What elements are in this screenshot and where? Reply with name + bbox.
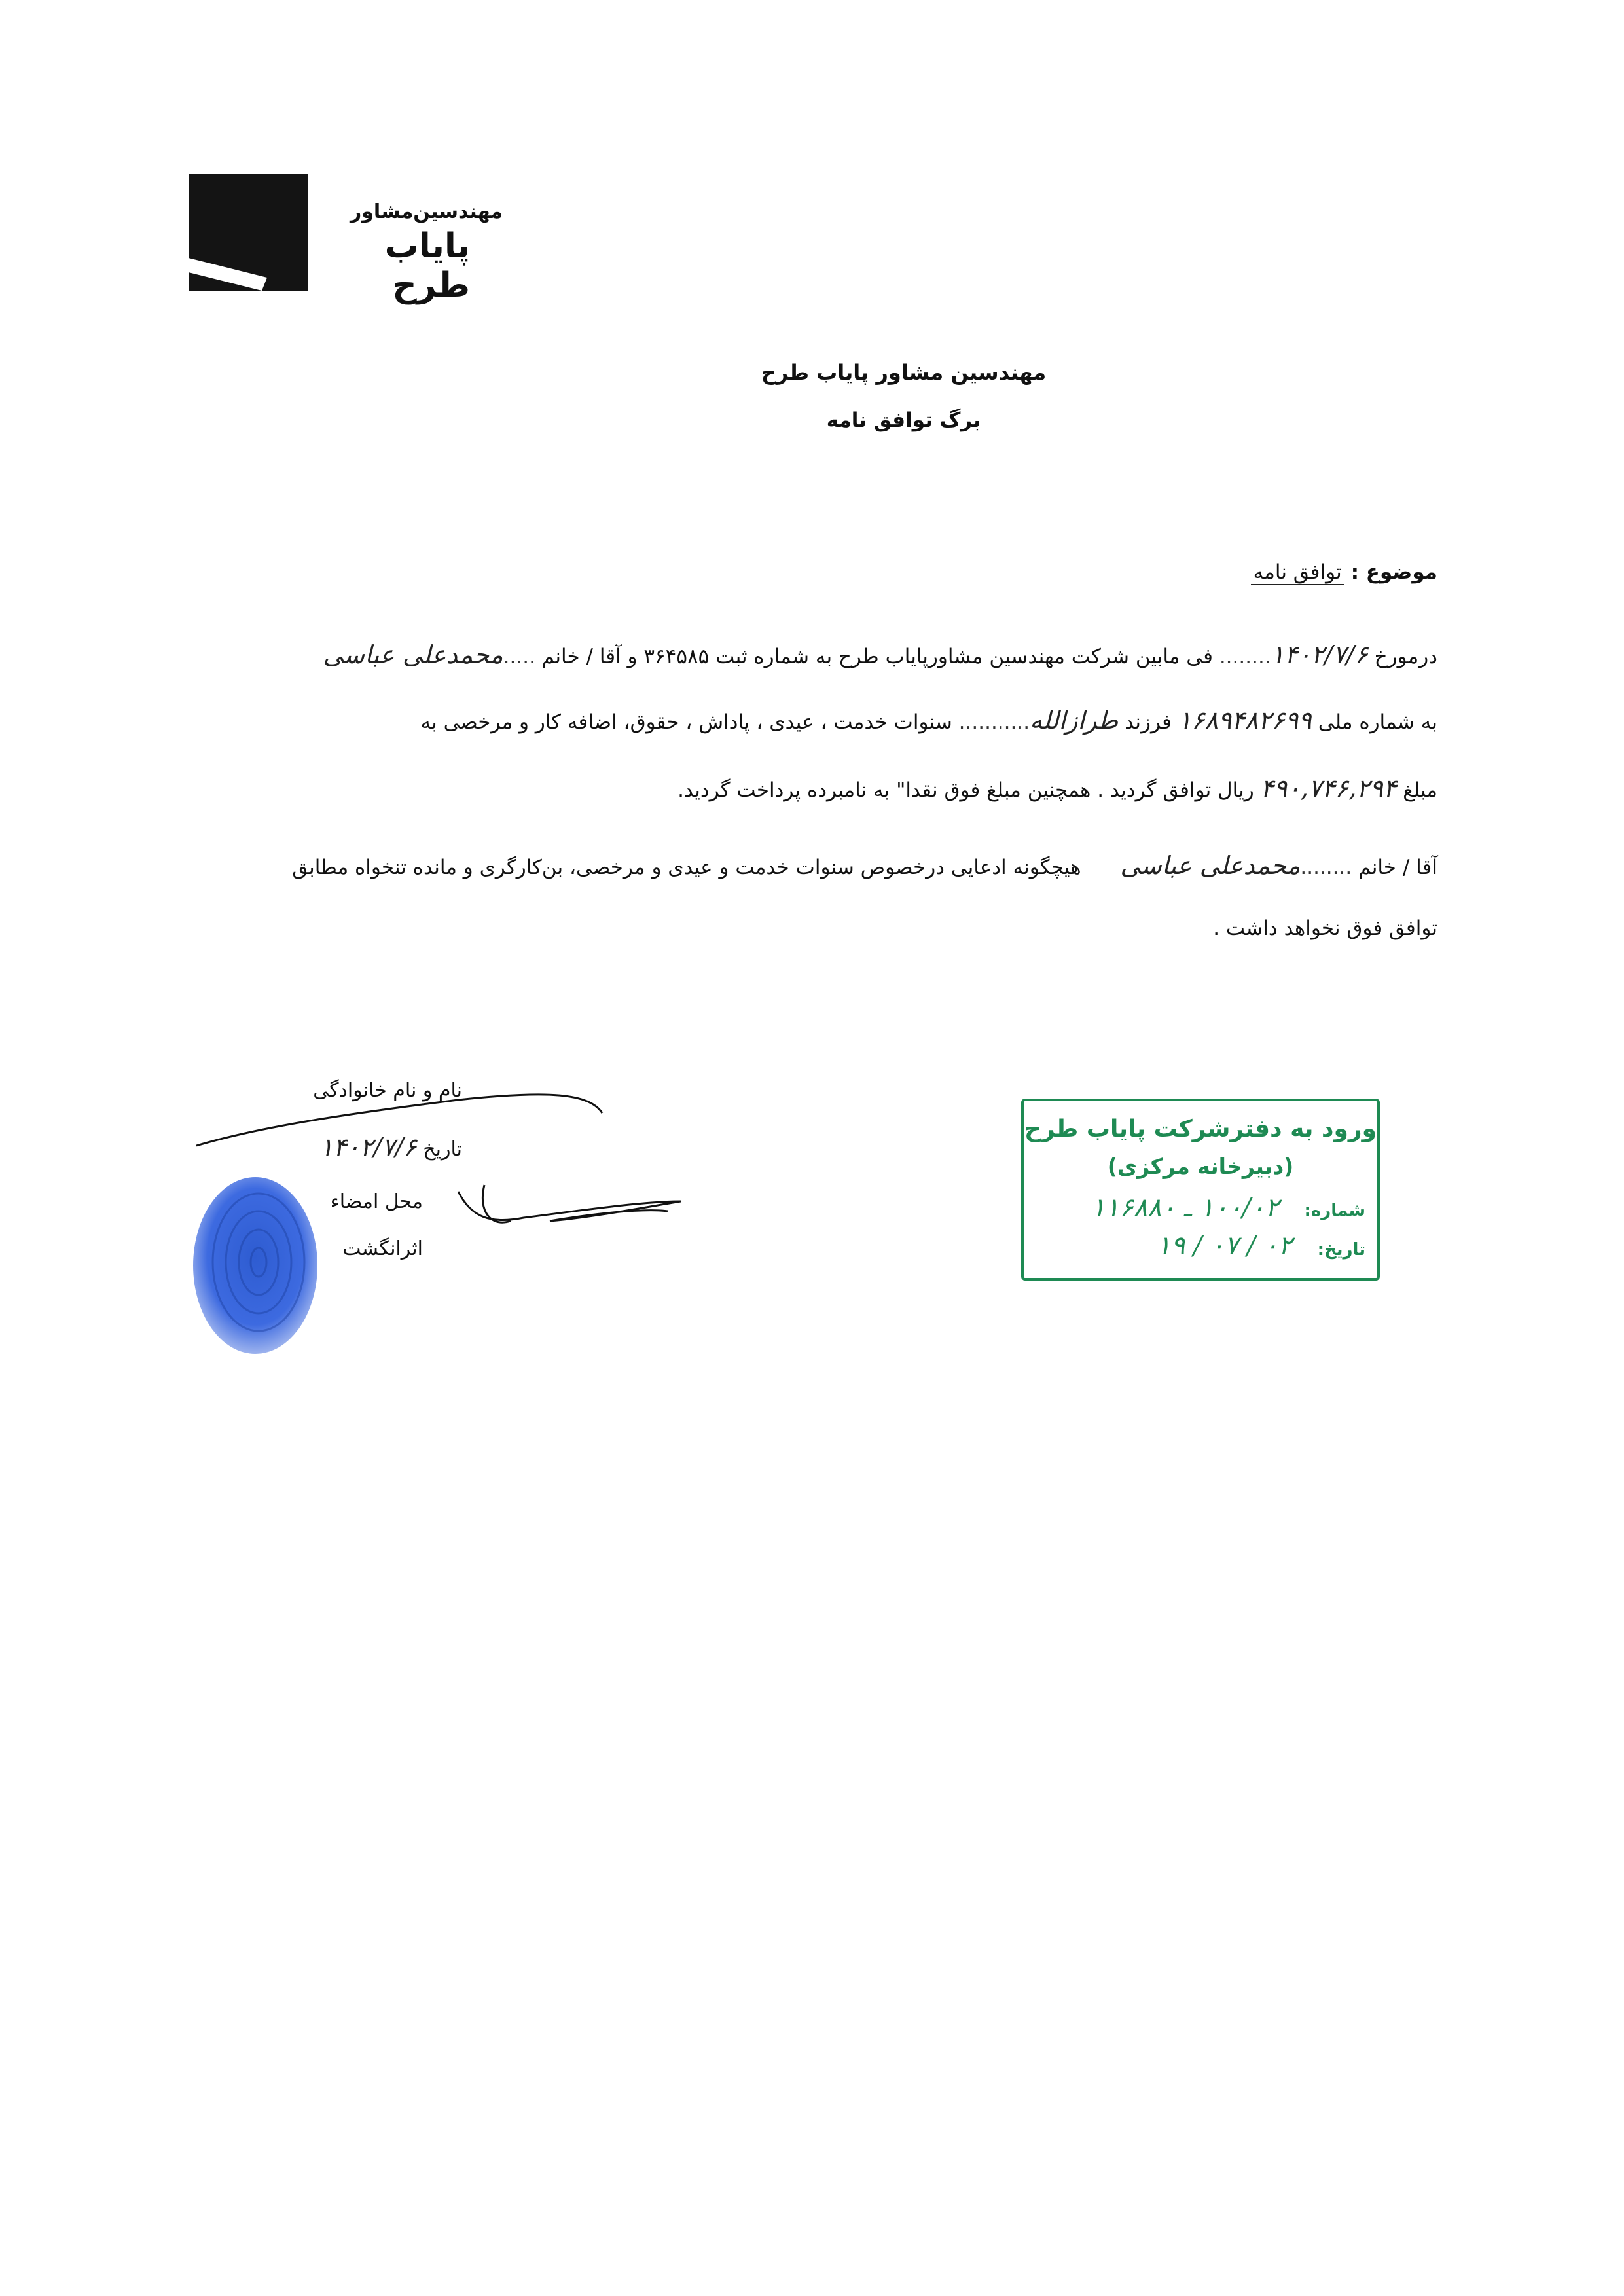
- fingerprint-icon: [187, 1171, 324, 1360]
- body-text-3: ریال توافق گردید . همچنین مبلغ فوق نقدا" به نامبرده پرداخت گردید.: [677, 778, 1254, 802]
- national-id-prefix: به شماره ملی: [1318, 710, 1437, 734]
- stamp-subtitle: (دبیرخانه مرکزی): [1107, 1154, 1294, 1179]
- receipt-stamp: [1021, 1099, 1380, 1281]
- father-name: طرازالله: [1030, 706, 1119, 735]
- subject-value: توافق نامه: [1251, 560, 1344, 585]
- body-line-4: آقا / خانم ........محمدعلی عباسی هیچگونه ادعایی درخصوص سنوات خدمت و عیدی و مرخصی، بن‌کارگری و مانده تنخواه مطابق: [292, 851, 1437, 880]
- employee-name-2: محمدعلی عباسی: [1120, 851, 1301, 880]
- logo-big-text: پایاب طرح: [384, 227, 470, 305]
- body-line-3: [677, 774, 1437, 803]
- stamp-number-label: شماره:: [1304, 1201, 1365, 1220]
- subject-label: موضوع :: [1350, 560, 1437, 584]
- body-line-2: به شماره ملی ۱۶۸۹۴۸۲۶۹۹ فرزند طرازالله........... سنوات خدمت ، عیدی ، پاداش ، حقوق، اضافه کار و مرخصی به: [420, 706, 1437, 735]
- agreement-date: ۱۴۰۲/۷/۶: [1271, 640, 1368, 669]
- subject-row: [1251, 560, 1437, 584]
- stamp-date-label: تاریخ:: [1317, 1240, 1365, 1260]
- document-subtitle: برگ توافق نامه: [826, 409, 981, 432]
- stamp-date-value: ۱۹ / ۰۷ / ۰۲: [1157, 1231, 1292, 1261]
- document-title: مهندسین مشاور پایاب طرح: [761, 360, 1047, 385]
- amount-value: ۴۹۰,۷۴۶,۲۹۴: [1260, 774, 1397, 803]
- mr-mrs-prefix: آقا / خانم: [1358, 856, 1437, 879]
- name-label: نام و نام خانوادگی: [313, 1079, 462, 1102]
- employee-name: محمدعلی عباسی: [323, 640, 503, 669]
- father-prefix: فرزند: [1125, 710, 1172, 734]
- stamp-title: ورود به دفترشرکت پایاب طرح: [1024, 1116, 1377, 1142]
- national-id: ۱۶۸۹۴۸۲۶۹۹: [1178, 706, 1312, 735]
- logo-small-text: مهندسین‌مشاور: [350, 200, 503, 223]
- signature-date-value: ۱۴۰۲/۷/۶: [319, 1133, 417, 1161]
- signature-date-label: تاریخ: [423, 1138, 462, 1161]
- logo-stroke-icon: [189, 174, 308, 291]
- signature-place-label: محل امضاء: [330, 1190, 423, 1213]
- company-logo-mark: [189, 174, 308, 291]
- body-line-1: درمورخ ۱۴۰۲/۷/۶........ فی مابین شرکت مهندسین مشاورپایاب طرح به شماره ثبت ۳۶۴۵۸۵ و آقا / خانم .....محمدعلی عباسی: [323, 640, 1437, 669]
- date-prefix: درمورخ: [1374, 645, 1437, 668]
- fingerprint-label: اثرانگشت: [342, 1237, 423, 1260]
- amount-prefix: مبلغ: [1403, 778, 1437, 802]
- body-line-5: توافق فوق نخواهد داشت .: [1213, 917, 1437, 940]
- stamp-number-value: ۱۰۰/۰۲ ـ ۱۱۶۸۸۰: [1091, 1193, 1279, 1223]
- body-text-4: هیچگونه ادعایی درخصوص سنوات خدمت و عیدی و مرخصی، بن‌کارگری و مانده تنخواه مطابق: [292, 856, 1081, 879]
- body-text-2: سنوات خدمت ، عیدی ، پاداش ، حقوق، اضافه کار و مرخصی به: [420, 710, 952, 734]
- body-text-1: فی مابین شرکت مهندسین مشاورپایاب طرح به شماره ثبت ۳۶۴۵۸۵ و آقا / خانم: [541, 645, 1213, 668]
